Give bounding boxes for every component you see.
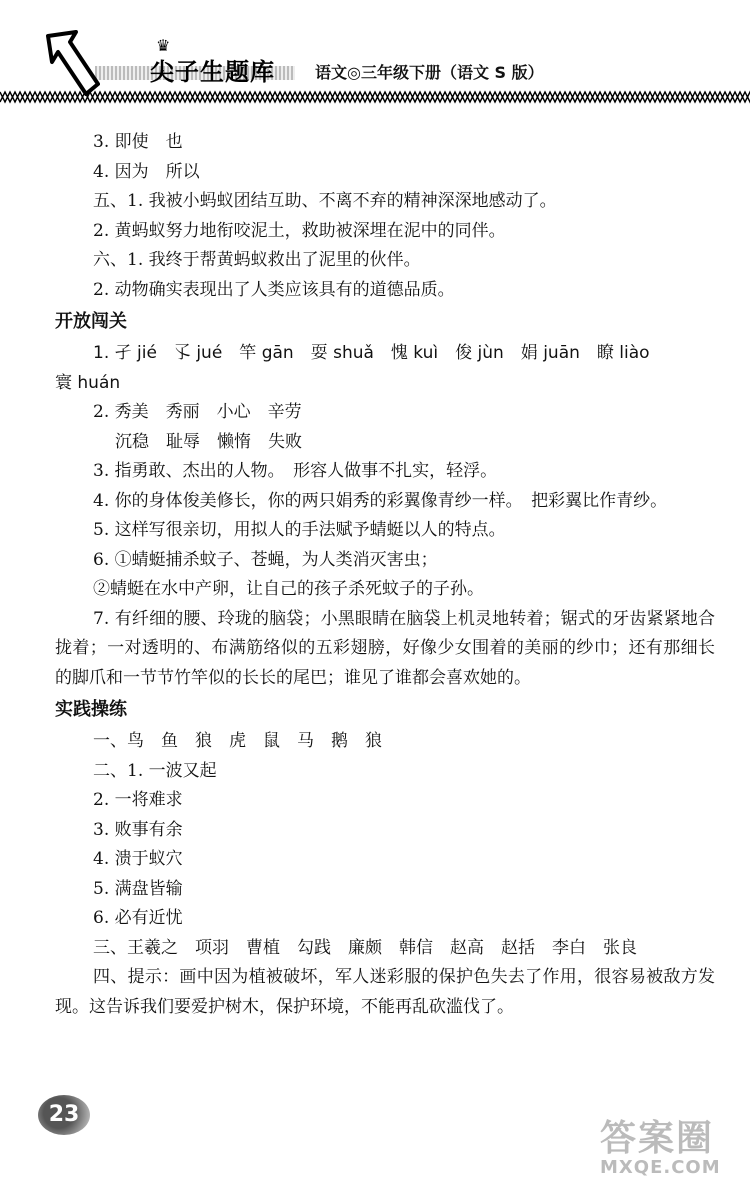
answer-line: 4. 因为 所以	[93, 161, 200, 182]
brand-logo	[150, 36, 275, 87]
page-number: 23	[38, 1095, 90, 1135]
section-title-practice: 实践操练	[55, 699, 127, 720]
answer-line: 3. 即使 也	[93, 132, 183, 152]
pinyin-line: 寰 huán	[55, 372, 121, 393]
zigzag-divider	[0, 88, 750, 106]
answer-line: 5. 这样写很亲切，用拟人的手法赋予蜻蜓以人的特点。	[93, 520, 506, 540]
pinyin-line: 1. 孑 jié 孓 jué 竿 gān 耍 shuǎ 愧 kuì 俊 jùn 娟 juān 瞭 liào	[93, 343, 650, 363]
answer-line: 4. 你的身体俊美修长，你的两只娟秀的彩翼像青纱一样。 把彩翼比作青纱。	[93, 490, 668, 511]
answer-line: 3. 指勇敢、杰出的人物。 形容人做事不扎实，轻浮。	[93, 461, 498, 481]
answer-line: 二、1. 一波又起	[93, 760, 217, 781]
answer-line: 5. 满盘皆输	[93, 878, 183, 899]
answer-line: 2. 动物确实表现出了人类应该具有的道德品质。	[93, 279, 455, 300]
answer-line: 沉稳 耻辱 懒惰 失败	[115, 431, 302, 452]
answer-line: 2. 黄蚂蚁努力地衔咬泥土，救助被深埋在泥中的同伴。	[93, 220, 506, 241]
answer-line: 3. 败事有余	[93, 819, 183, 840]
page-header	[0, 0, 750, 110]
answer-line: 五、1. 我被小蚂蚁团结互助、不离不弃的精神深深地感动了。	[93, 191, 557, 211]
answer-content	[55, 128, 715, 1022]
watermark-url: MXQE.COM	[600, 1157, 721, 1178]
answer-line: ②蜻蜓在水中产卵，让自己的孩子杀死蚊子的子孙。	[93, 579, 484, 599]
answer-paragraph: 四、提示：画中因为植被破坏，军人迷彩服的保护色失去了作用，很容易被敌方发现。这告诉我们要爱护树木，保护环境，不能再乱砍滥伐了。	[55, 967, 715, 1017]
answer-line: 一、鸟 鱼 狼 虎 鼠 马 鹅 狼	[93, 731, 382, 751]
answer-line: 4. 溃于蚁穴	[93, 849, 183, 869]
answer-line: 6. ①蜻蜓捕杀蚊子、苍蝇，为人类消灭害虫；	[93, 549, 438, 570]
answer-paragraph: 7. 有纤细的腰、玲珑的脑袋；小黑眼睛在脑袋上机灵地转着；锯式的牙齿紧紧地合拢着；一对透明的、布满筋络似的五彩翅膀，好像少女围着的美丽的纱巾；还有那细长的脚爪和一节节竹竿似的长长的尾巴；谁见了谁都会喜欢她的。	[55, 608, 715, 688]
answer-line: 2. 秀美 秀丽 小心 辛劳	[93, 402, 302, 422]
watermark-text: 答案圈	[600, 1118, 715, 1159]
book-subject: 语文◎三年级下册（语文 S 版）	[315, 63, 544, 82]
answer-line: 2. 一将难求	[93, 790, 183, 810]
answer-line: 三、王羲之 项羽 曹植 勾践 廉颇 韩信 赵高 赵括 李白 张良	[93, 937, 637, 958]
crown-icon: ♛	[156, 36, 172, 55]
answer-line: 六、1. 我终于帮黄蚂蚁救出了泥里的伙伴。	[93, 250, 421, 270]
watermark	[600, 1110, 750, 1184]
brand-text: 尖子生题库	[150, 58, 275, 86]
answer-line: 6. 必有近忧	[93, 908, 183, 928]
section-title-open: 开放闯关	[55, 311, 127, 332]
